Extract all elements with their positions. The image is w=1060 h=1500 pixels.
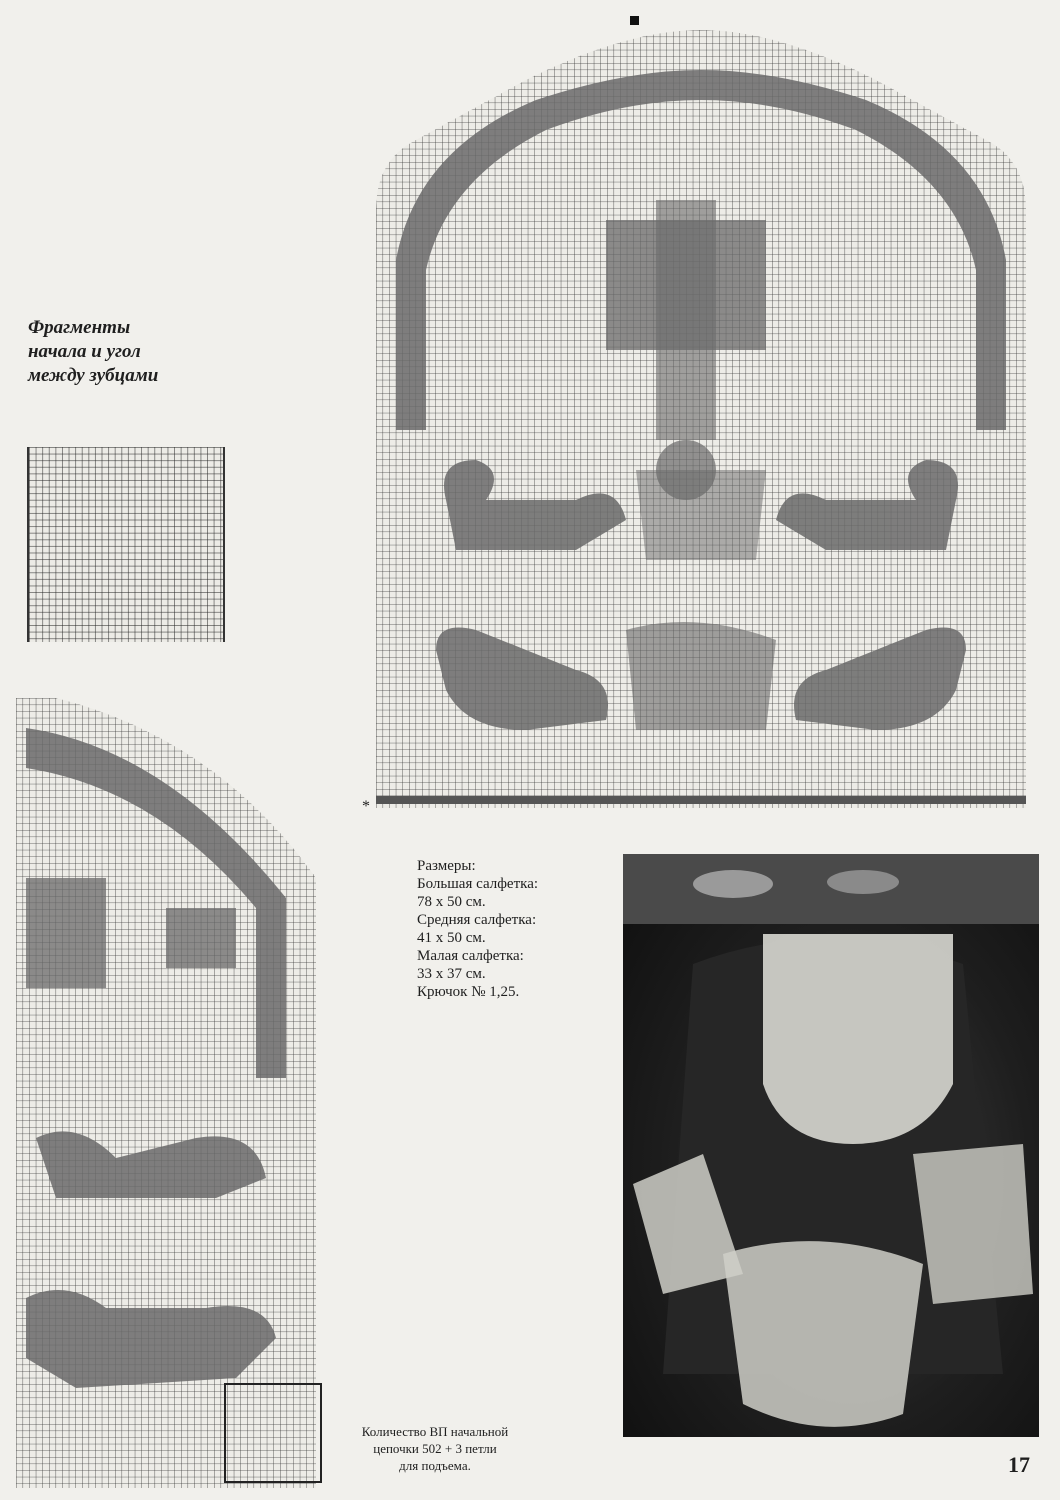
- armchair-photo: [623, 854, 1039, 1437]
- start-star-marker: *: [362, 798, 370, 815]
- start-fragment-chart: [27, 447, 225, 642]
- hook-size: Крючок № 1,25.: [417, 984, 520, 1000]
- large-doily-shape: [763, 934, 953, 1144]
- chain-count-note: [330, 1423, 540, 1474]
- medium-doily-shape: [723, 1241, 923, 1427]
- large-napkin-value: 78 х 50 см.: [417, 894, 486, 910]
- main-filet-chart: [376, 30, 1026, 808]
- fragment-caption: [28, 316, 228, 388]
- small-napkin-label: Малая салфетка:: [417, 948, 524, 964]
- caption-line3: между зубцами: [28, 365, 159, 386]
- page-number: 17: [1008, 1452, 1030, 1477]
- medium-napkin-label: Средняя салфетка:: [417, 912, 537, 928]
- large-napkin-label: Большая салфетка:: [417, 876, 539, 892]
- chain-note-line1: Количество ВП начальной: [361, 1424, 509, 1439]
- sizes-title: Размеры:: [417, 858, 476, 874]
- chart-start-marker: [630, 16, 639, 25]
- caption-line2: начала и угол: [28, 341, 141, 362]
- corner-fragment-chart: [16, 698, 324, 1488]
- medium-napkin-value: 41 х 50 см.: [417, 930, 486, 946]
- corner-chart-svg: [16, 698, 324, 1488]
- chain-note-line2: цепочки 502 + 3 петли: [373, 1441, 497, 1456]
- small-napkin-value: 33 х 37 см.: [417, 966, 486, 982]
- sizes-block: [417, 857, 617, 1001]
- main-chart-svg: [376, 30, 1026, 808]
- caption-line1: Фрагменты: [28, 317, 131, 338]
- photo-illustration: [623, 854, 1039, 1437]
- corner-highlight-box: [224, 1383, 322, 1483]
- chain-note-line3: для подъема.: [399, 1458, 471, 1473]
